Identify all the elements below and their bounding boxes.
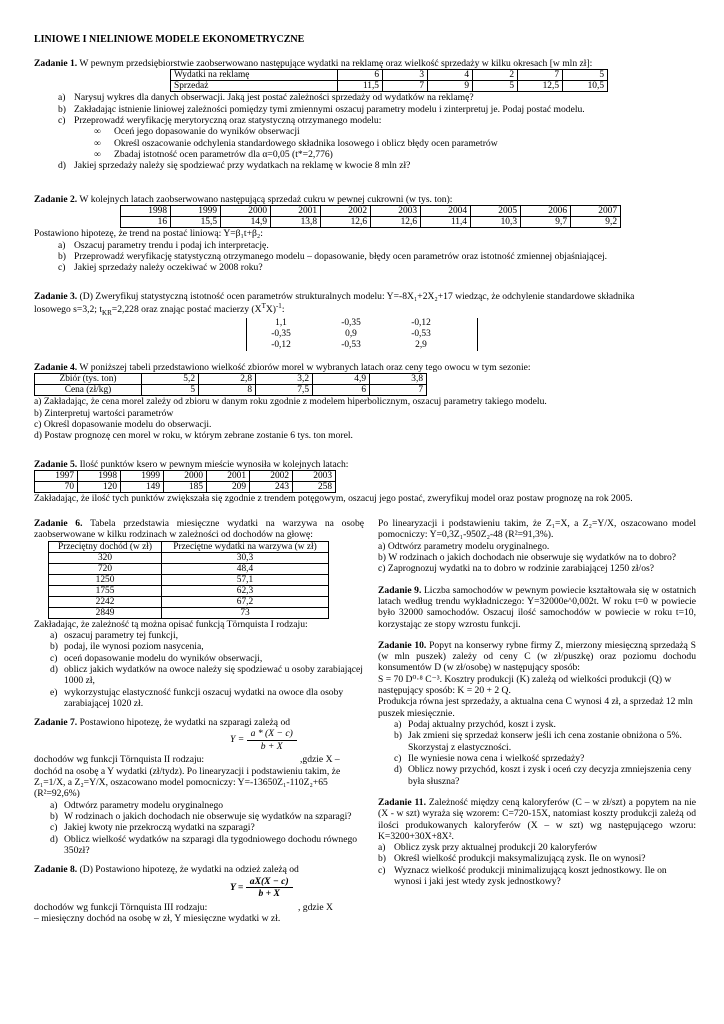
table-cell: 11,4 xyxy=(421,217,471,228)
list-item: c) Zaprognozuj wydatki na to dobro w rodzinie zarabiającej 1250 zł/os? xyxy=(378,563,654,575)
table-cell: 4 xyxy=(428,70,473,81)
table-row xyxy=(35,482,336,493)
table-cell: 62,3 xyxy=(162,585,329,596)
list-item: d) Oblicz wielkość wydatków na szparagi dla tygodniowego dochodu równego 350zł? xyxy=(50,833,358,856)
table-cell: 9,7 xyxy=(521,217,571,228)
table-cell: 10,5 xyxy=(563,81,608,92)
task-2 xyxy=(34,194,694,274)
table-cell: 2002 xyxy=(321,206,371,217)
table-cell: 149 xyxy=(121,482,164,493)
task-1-sublist xyxy=(34,126,694,160)
list-item: e) wykorzystując elastyczność funkcji oszacuj wydatki na owoce dla osoby zarabiającej 1020 zł. xyxy=(50,686,344,709)
table-row xyxy=(35,471,336,482)
task-4: Zadanie 4. W poniższej tabeli przedstawiono wielkość zbiorów morel w wybranych latach oraz ceny tego owocu w tym sezonie: Zbiór (tys. ton) 5,2 2,8 3,2 4,9 3,8 Cena (zł/kg) 5 8 7,5 6 7 a) Zakładając, że cena morel zależy od zbioru w danym roku zgodnie z modelem hiperbolicznym, oszacuj parametry takiego modelu. b) Zinterpretuj wartości parametrów c) Określ dopasowanie modelu do obserwacji. d) Postaw prognozę cen morel w roku, w którym zebrane zostanie 6 tys. ton morel. xyxy=(34,362,694,442)
list-item: c) Wyznacz wielkość produkcji minimalizującą koszt jednostkowy. Ile on wynosi i jaki jest wtedy zysk jednostkowy? xyxy=(378,864,667,888)
table-cell: 1999 xyxy=(171,206,221,217)
table-cell: 2003 xyxy=(293,471,336,482)
table-cell: 12,6 xyxy=(321,217,371,228)
task-6-label: Zadanie 6. xyxy=(34,518,83,529)
table-cell: 2849 xyxy=(49,607,162,618)
table-cell: 7 xyxy=(383,81,428,92)
right-column: Po linearyzacji i podstawieniu takim, że Z₁=X, a Z₂=Y/X, oszacowano model pomocniczy: Y=0,3Z₁-950Z₂-48 (R²=91,3%). a) Odtwórz parametry modelu oryginalnego. b) W rodzinach o jakich dochodach nie obserwuje się wydatków na to dobro? c) Zaprognozuj wydatki na to dobro w rodzinie zarabiającej 1250 zł/os? Zadanie 9. Liczba samochodów w pewnym powiecie kształtowała się w ostatnich latach według trendu wykładniczego: Y=32000e^0,002t. W roku t=0 w powiecie było 32000 samochodów. Oszacuj ilość samochodów w powiecie w roku t=10, korzystając ze stopy wzrostu funkcji. Zadanie 10. Popyt na konserwy rybne firmy Z, mierzony miesięczną sprzedażą S (w mln puszek) zależy od ceny C (w zł/puszkę) oraz poziomu dochodu konsumentów D (w zł/osobę) w następujący sposób: S = 70 D⁰·⁸ C⁻³. Kosztry produkcji (K) zależą od wielkości produkcji (Q) w następujący sposób: K = 20 + 2 Q. Produkcja równa jest sprzedaży, a aktualna cena C wynosi 4 zł, a sprzedaż 12 mln puszek miesięcznie. a) Podaj aktualny przychód, koszt i zysk. b) Jak zmieni się sprzedaż konserw jeśli ich cena zostanie obniżona o 5%. Skorzystaj z elastyczności. c) Ile wyniesie nowa cena i wielkość sprzedaży? d) Oblicz nowy przychód, koszt i zysk i oceń czy decyzja zmniejszenia ceny była słuszna? Zadanie 11. Zależność między ceną kaloryferów (C – w zł/szt) a popytem na nie (X - w szt) wyraża się wzorem: C=720-15X, natomiast koszty produkcji zależą od ilości produkowanych kaloryferów (X – w szt) wg następującego wzoru: K=3200+30X+8X². a) Oblicz zysk przy aktualnej produkcji 20 kaloryferów b) Określ wielkość produkcji maksymalizującą zysk. Ile on wynosi? c) Wyznacz wielkość produkcji minimalizującą koszt jednostkowy. Ile on wynosi i jaki jest wtedy zysk jednostkowy? xyxy=(378,518,697,888)
task-2-table xyxy=(120,205,621,228)
table-cell: Sprzedaż xyxy=(171,81,338,92)
table-row xyxy=(49,607,329,618)
table-cell: 9,2 xyxy=(571,217,621,228)
table-cell: 243 xyxy=(250,482,293,493)
table-cell: 30,3 xyxy=(162,552,329,563)
task-2-hypothesis: Postawiono hipotezę, że trend na postać liniową: Y=β₁t+β₂: xyxy=(34,228,263,240)
task-5-label: Zadanie 5. xyxy=(34,459,78,470)
page-title: LINIOWE I NIELINIOWE MODELE EKONOMETRYCZNE xyxy=(34,34,305,45)
table-row: Zbiór (tys. ton) 5,2 2,8 3,2 4,9 3,8 xyxy=(35,374,427,385)
list-item: d) Postaw prognozę cen morel w roku, w którym zebrane zostanie 6 tys. ton morel. xyxy=(34,430,353,442)
table-row xyxy=(121,206,621,217)
task-10-formula: S = 70 D⁰·⁸ C⁻³. Kosztry produkcji (K) zależą od wielkości produkcji (Q) w następujący sposób: K = 20 + 2 Q. xyxy=(378,673,672,697)
table-cell: 2002 xyxy=(250,471,293,482)
table-cell: 2005 xyxy=(471,206,521,217)
list-item: ∞ Zbadaj istotność ocen parametrów dla α=0,05 (t*=2,776) xyxy=(94,148,333,160)
table-cell: 57,1 xyxy=(162,574,329,585)
task-10-label: Zadanie 10. xyxy=(378,639,427,651)
list-item: b) Określ wielkość produkcji maksymalizującą zysk. Ile on wynosi? xyxy=(378,853,646,865)
table-cell: Wydatki na reklamę xyxy=(171,70,338,81)
task-6-text: Zakładając, że zależność tą można opisać funkcją Törnquista I rodzaju: xyxy=(34,618,308,630)
table-cell: 720 xyxy=(49,563,162,574)
list-item: a) Narysuj wykres dla danych obserwacji. Jaką jest postać zależności sprzedaży od wydatków na reklamę? xyxy=(58,92,474,104)
task-6-list xyxy=(34,630,364,709)
table-cell: 9 xyxy=(428,81,473,92)
task-3-label: Zadanie 3. xyxy=(34,291,78,302)
list-item: b) Przeprowadź weryfikację statystyczną otrzymanego modelu – dopasowanie, błędy ocen parametrów oraz istotność zmiennej objaśniającej. xyxy=(58,250,608,262)
table-cell: 2003 xyxy=(371,206,421,217)
task-8-text: – miesięczny dochód na osobę w zł, Y miesięczne wydatki w zł. xyxy=(34,912,281,924)
list-item: b) podaj, ile wynosi poziom nasycenia, xyxy=(50,641,204,653)
list-item: d) Jakiej sprzedaży należy się spodziewać przy wydatkach na reklamę w kwocie 8 mln zł? xyxy=(58,160,411,172)
list-item: c) Jakiej sprzedaży należy oczekiwać w 2008 roku? xyxy=(58,262,263,274)
table-row: Przeciętny dochód (w zł) Przeciętne wydatki na warzywa (w zł) xyxy=(49,541,329,552)
task-5-table xyxy=(34,470,336,493)
list-item: c) Ile wyniesie nowa cena i wielkość sprzedaży? xyxy=(394,752,585,764)
table-row: -0,12 -0,53 2,9 xyxy=(271,339,427,350)
table-cell: 70 xyxy=(35,482,78,493)
task-8-formula: Y = $\frac{aX(X - c)}{b + X}$ xyxy=(34,876,364,902)
table-cell: 14,9 xyxy=(221,217,271,228)
table-cell: 320 xyxy=(49,552,162,563)
task-7-formula: Y = $\frac{a * (X - c)}{b + X}$ xyxy=(34,728,364,754)
table-row: Cena (zł/kg) 5 8 7,5 6 7 xyxy=(35,385,427,396)
table-cell: 11,5 xyxy=(338,81,383,92)
table-cell: 1997 xyxy=(35,471,78,482)
table-cell: 12,6 xyxy=(371,217,421,228)
table-cell: 48,4 xyxy=(162,563,329,574)
list-item: d) oblicz jakich wydatków na owoce należy się spodziewać u osoby zarabiającej 1000 zł, xyxy=(50,663,363,687)
table-row xyxy=(121,217,621,228)
table-cell: 1998 xyxy=(78,471,121,482)
matrix-table xyxy=(246,318,456,351)
table-cell: 6 xyxy=(338,70,383,81)
task-4-label: Zadanie 4. xyxy=(34,362,78,373)
left-column: Zadanie 6. Tabela przedstawia miesięczne wydatki na warzywa na osobę zaobserwowane w kilku rodzinach w zależności od dochodów na głowę: Przeciętny dochód (w zł) Przeciętne wydatki na warzywa (w zł) 320 30,3 720 48,4 1250 57,1 1755 62,3 2242 67,2 2849 73 Zakładając, że zależność tą można opisać funkcją Törnquista I rodzaju: a) oszacuj parametry tej funkcji, b) podaj, ile wynosi poziom nasycenia, c) oceń dopasowanie modelu do wyników obserwacji, d) oblicz jakich wydatków na owoce należy się spodziewać u osoby zarabiającej 1000 zł, e) wykorzystując elastyczność funkcji oszacuj wydatki na owoce dla osoby zarabiającej 1020 zł. Zadanie 7. Postawiono hipotezę, że wydatki na szparagi zależą od Y = $\frac{a * (X - c)}{b + X}$ dochodów wg funkcji Törnquista II rodzaju: ,gdzie X – dochód na osobę a Y wydatki (zł/tydz). Po linearyzacji i podstawieniu takim, że Z₁=1/X, a Z₂=Y/X, oszacowano model pomocniczy: Y=-13650Z₁-110Z₂+65 (R²=92,6%) a) Odtwórz parametry modelu oryginalnego b) W rodzinach o jakich dochodach nie obserwuje się wydatków na szparagi? c) Jakiej kwoty nie przekroczą wydatki na szparagi? d) Oblicz wielkość wydatków na szparagi dla tygodniowego dochodu równego 350zł? Zadanie 8. (D) Postawiono hipotezę, że wydatki na odzież zależą od Y = $\frac{aX(X - c)}{b + X}$ dochodów wg funkcji Törnquista III rodzaju: , gdzie X – miesięczny dochód na osobę w zł, Y miesięczne wydatki w zł. xyxy=(34,518,365,924)
task-9-label: Zadanie 9. xyxy=(378,584,422,596)
list-item: a) Oszacuj parametry trendu i podaj ich interpretację. xyxy=(58,239,269,251)
table-cell: 2001 xyxy=(207,471,250,482)
table-cell: 2 xyxy=(473,70,518,81)
task-8-label: Zadanie 8. xyxy=(34,864,78,876)
task-1-intro: W pewnym przedsiębiorstwie zaobserwowano następujące wydatki na reklamę oraz wielkość sprzedaży w kilku okresach [w mln zł]: xyxy=(79,58,593,69)
table-cell: 120 xyxy=(78,482,121,493)
list-item: a) Odtwórz parametry modelu oryginalnego. xyxy=(378,540,550,552)
table-cell: 16 xyxy=(121,217,171,228)
table-cell: 13,8 xyxy=(271,217,321,228)
task-4-table xyxy=(34,373,427,396)
table-cell: 1250 xyxy=(49,574,162,585)
task-3: Zadanie 3. (D) Zweryfikuj statystyczną istotność ocen parametrów strukturalnych modelu: Y=-8X₁+2X₂+17 wiedząc, że odchylenie standardowe składnika losowego s=3,2; $t_{KR}=2,228$ oraz znając postać macierzy $(X^TX)^{-1}$: 1,1 -0,35 -0,12 -0,35 0,9 -0,53 -0,12 -0,53 2,9 xyxy=(34,291,635,350)
table-cell: 12,5 xyxy=(518,81,563,92)
table-cell: 15,5 xyxy=(171,217,221,228)
list-item: a) Zakładając, że cena morel zależy od zbioru w danym roku zgodnie z modelem hiperbolicznym, oszacuj parametry takiego modelu. xyxy=(34,396,547,408)
table-cell: 5 xyxy=(563,70,608,81)
table-cell: 7 xyxy=(518,70,563,81)
table-cell: 10,3 xyxy=(471,217,521,228)
task-11-label: Zadanie 11. xyxy=(378,796,426,808)
list-item: c) Przeprowadź weryfikację merytoryczną oraz statystyczną otrzymanego modelu: xyxy=(58,114,382,126)
task-2-intro: W kolejnych latach zaobserwowano następującą sprzedaż cukru w pewnej cukrowni (w tys. ton): xyxy=(79,194,453,205)
list-item: b) Jak zmieni się sprzedaż konserw jeśli ich cena zostanie obniżona o 5%. Skorzystaj z elastyczności. xyxy=(394,730,682,753)
table-row xyxy=(49,596,329,607)
table-row: -0,35 0,9 -0,53 xyxy=(271,328,431,339)
task-10-text: Produkcja równa jest sprzedaży, a aktualna cena C wynosi 4 zł, a sprzedaż 12 mln puszek miesięcznie. xyxy=(378,696,693,719)
list-item: ∞ Oceń jego dopasowanie do wyników obserwacji xyxy=(94,126,300,138)
list-item: d) Oblicz nowy przychód, koszt i zysk i oceń czy decyzja zmniejszenia ceny była słuszna? xyxy=(394,764,692,787)
list-item: b) Zakładając istnienie liniowej zależności pomiędzy tymi zmiennymi oszacuj parametry modelu i zinterpretuj je. Podaj postać modelu. xyxy=(58,103,585,115)
table-cell: 2007 xyxy=(571,206,621,217)
table-cell: 1999 xyxy=(121,471,164,482)
task-10-list xyxy=(378,719,696,787)
table-cell: 2242 xyxy=(49,596,162,607)
table-cell: 209 xyxy=(207,482,250,493)
task-5-text: Zakładając, że ilość tych punktów zwiększała się zgodnie z trendem potęgowym, oszacuj jego postać, zweryfikuj model oraz postaw prognozę na rok 2005. xyxy=(34,493,633,505)
table-row: 1,1 -0,35 -0,12 xyxy=(275,317,431,328)
task-8-continued: Po linearyzacji i podstawieniu takim, że Z₁=X, a Z₂=Y/X, oszacowano model pomocniczy: Y=0,3Z₁-950Z₂-48 (R²=91,3%). xyxy=(378,518,696,541)
list-item: c) oceń dopasowanie modelu do wyników obserwacji, xyxy=(50,652,263,664)
table-row xyxy=(49,563,329,574)
table-cell: 2004 xyxy=(421,206,471,217)
task-1-list-end xyxy=(34,160,694,171)
list-item: a) Oblicz zysk przy aktualnej produkcji 20 kaloryferów xyxy=(378,842,598,854)
list-item: b) W rodzinach o jakich dochodach nie obserwuje się wydatków na to dobro? xyxy=(378,551,677,563)
task-2-list xyxy=(34,240,694,274)
table-cell: 185 xyxy=(164,482,207,493)
task-7-label: Zadanie 7. xyxy=(34,717,78,729)
task-1-list xyxy=(34,92,694,126)
table-cell: 1755 xyxy=(49,585,162,596)
task-11-list xyxy=(378,842,696,887)
list-item: a) oszacuj parametry tej funkcji, xyxy=(50,629,179,641)
task-7-text: dochód na osobę a Y wydatki (zł/tydz). Po linearyzacji i podstawieniu takim, że Z₁=1/X, a Z₂=Y/X, oszacowano model pomocniczy: Y=-13650Z₁-110Z₂+65 (R²=92,6%) xyxy=(34,765,341,800)
list-item: c) Jakiej kwoty nie przekroczą wydatki na szparagi? xyxy=(50,822,255,834)
table-cell: 2000 xyxy=(221,206,271,217)
table-cell: 3 xyxy=(383,70,428,81)
list-item: a) Podaj aktualny przychód, koszt i zysk. xyxy=(394,719,556,730)
table-row xyxy=(171,81,608,92)
table-cell: 2001 xyxy=(271,206,321,217)
table-cell: 67,2 xyxy=(162,596,329,607)
list-item: c) Określ dopasowanie modelu do obserwacji. xyxy=(34,418,212,430)
table-cell: 5 xyxy=(473,81,518,92)
task-7-list xyxy=(34,800,364,857)
table-cell: 73 xyxy=(162,607,329,618)
table-cell: 2000 xyxy=(164,471,207,482)
list-item: b) Zinterpretuj wartości parametrów xyxy=(34,407,174,419)
table-cell: 258 xyxy=(293,482,336,493)
table-row xyxy=(49,574,329,585)
list-item: b) W rodzinach o jakich dochodach nie obserwuje się wydatków na szparagi? xyxy=(50,811,352,822)
list-item: ∞ Określ oszacowanie odchylenia standardowego składnika losowego i oblicz błędy ocen parametrów xyxy=(94,137,498,149)
table-cell: 1998 xyxy=(121,206,171,217)
matrix xyxy=(246,318,478,351)
task-1-table xyxy=(170,69,608,92)
task-1-label: Zadanie 1. xyxy=(34,58,78,69)
table-cell: 2006 xyxy=(521,206,571,217)
list-item: a) Odtwórz parametry modelu oryginalnego xyxy=(50,799,224,811)
task-2-label: Zadanie 2. xyxy=(34,194,78,205)
task-6-table xyxy=(48,541,329,619)
table-row xyxy=(171,70,608,81)
task-1 xyxy=(34,58,694,172)
table-row xyxy=(49,552,329,563)
task-5: Zadanie 5. Ilość punktów ksero w pewnym mieście wynosiła w kolejnych latach: 1997 1998 1999 2000 2001 2002 2003 70 120 149 185 209 243 258 Zakładając, że ilość tych punktów zwiększała się zgodnie z trendem potęgowym, oszacuj jego postać, zweryfikuj model oraz postaw prognozę na rok 2005. xyxy=(34,459,694,505)
table-row xyxy=(49,585,329,596)
